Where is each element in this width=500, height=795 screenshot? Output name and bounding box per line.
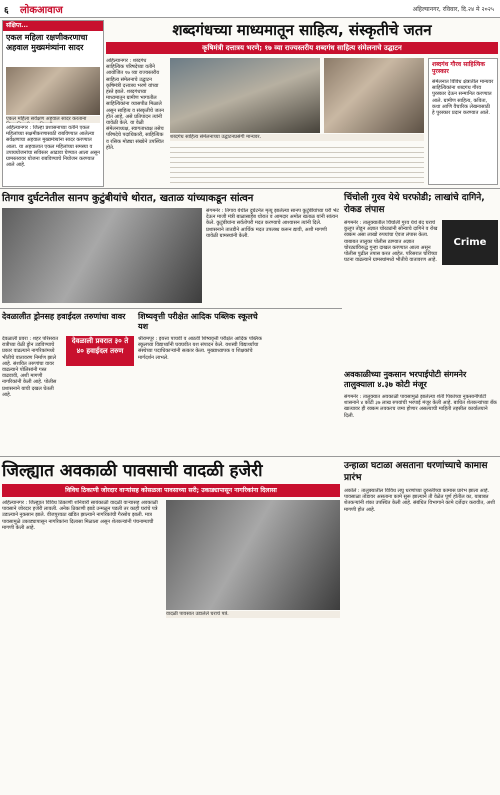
bottom-headline: जिल्ह्यात अवकाळी पावसाची वादळी हजेरी bbox=[2, 461, 263, 481]
lead-subhead: कृषिमंत्री दत्तात्रय भरणे; १७ व्या राज्यस्तरीय शब्दगंध साहित्य संमेलनाचे उद्घाटन bbox=[106, 42, 498, 54]
story-left-photo bbox=[2, 208, 202, 303]
side-bottom-story bbox=[344, 460, 498, 793]
bottom-banner: विविध ठिकाणी जोरदार वाऱ्यांसह कोसळला पावसाच्या सरी; उकाड्यापासून नागरिकांना दिलासा bbox=[2, 484, 340, 497]
page-number: ६ bbox=[4, 6, 9, 16]
story-c1 bbox=[2, 312, 134, 452]
rule bbox=[0, 456, 500, 457]
story-left-body: संगमनेर : तिगाव येथील दुर्घटनेत मृत्यू झालेल्या सानप कुटुंबीयांच्या घरी भेट देऊन माजी मंत्री बाळासाहेब थोरात व आमदार अमोल खताळ यांनी सांत्वन केले. कुटुंबीयांना सर्वतोपरी मदत करण्याचे आश्वासन त्यांनी दिले. प्रशासनाने तातडीने आर्थिक मदत उपलब्ध करून द्यावी, अशी मागणी यावेळी ग्रामस्थांनी केली. bbox=[206, 208, 339, 239]
bottom-photo bbox=[166, 500, 340, 610]
story-c2 bbox=[138, 312, 270, 452]
story-c2-headline: शिष्यवृत्ती परीक्षेत आदिक पब्लिक स्कूलचे यश bbox=[138, 312, 258, 331]
lead-side-body: संमेलनात विविध क्षेत्रातील मान्यवर साहित्यिकांना शब्दगंध गौरव पुरस्कार देऊन सन्मानित करण्यात आले. ग्रामीण साहित्य, कविता, कथा आणि वैचारिक लेखनासाठी हे पुरस्कार प्रदान करण्यात आले. bbox=[432, 79, 494, 117]
story-left-headline: तिगाव दुर्घटनेतील सानप कुटुंबीयांचे थोरात, खताळ यांच्याकडून सांत्वन bbox=[2, 193, 254, 204]
story-right-body: संगमनेर : तालुक्यातील चिंचोली गुरव येथे बंद घराचे कुलूप तोडून अज्ञात चोरट्यांनी सोन्याचे दागिने व रोख रक्कम असा लाखो रुपयांचा ऐवज लंपास केला. याबाबत तालुका पोलीस ठाण्यात अज्ञात चोरट्यांविरुद्ध गुन्हा दाखल करण्यात आला असून पोलीस पुढील तपास करत आहेत. परिसरात चोरीच्या घटना वाढल्याने ग्रामस्थांमध्ये भीतीचे वातावरण आहे. bbox=[344, 220, 438, 264]
story-c1-headline: देवळालीत ड्रोनसह हवाईदल तरुणांचा वावर bbox=[2, 312, 126, 321]
dateline: अहिल्यानगर, रविवार, दि.२४ मे २०२५ bbox=[412, 6, 494, 13]
lead-body-cont bbox=[170, 143, 424, 183]
rule bbox=[0, 188, 500, 189]
bottom-body: अहिल्यानगर : जिल्ह्यात विविध ठिकाणी शनिवारी सायंकाळी वादळी वाऱ्यासह अवकाळी पावसाने जोरदार हजेरी लावली. अनेक ठिकाणी झाडे उन्मळून पडली तर काही घरांचे पत्रे उडाल्याने नुकसान झाले. वीजपुरवठा खंडित झाल्याने नागरिकांची गैरसोय झाली. मात्र पावसामुळे उकाड्यापासून नागरिकांना दिलासा मिळाला असून शेतकऱ्यांनी पंचनाम्याची मागणी केली आहे. bbox=[2, 500, 158, 531]
brief-body: अहिल्यानगर : जिल्हा प्रशासनाच्या वतीने एकल महिलांच्या सक्षमीकरणासाठी राबविण्यात आलेल्या सर्वेक्षणाचा अहवाल मुख्यमंत्र्यांना सादर करण्यात आला. या अहवालात एकल महिलांच्या समस्या व उपाययोजनांचा सविस्तर आढावा घेण्यात आला असून ग्रामस्तरावर योजना राबविण्याचे नियोजन करण्यात आले आहे. bbox=[6, 125, 100, 169]
brief-box bbox=[2, 20, 104, 187]
lead-sidebar bbox=[428, 58, 498, 185]
crime-graphic bbox=[442, 220, 498, 265]
bottom-story bbox=[2, 460, 340, 793]
lead-story bbox=[106, 20, 498, 185]
story-c3-body: संगमनेर : तालुक्यात अवकाळी पावसामुळे झालेल्या शेती पिकांच्या नुकसानीपोटी शासनाने ४ कोटी ३७ लाख रुपयांची भरपाई मंजूर केली आहे. बाधित शेतकऱ्यांच्या बँक खात्यावर ही रक्कम लवकरच जमा होणार असल्याची माहिती तहसील कार्यालयाने दिली. bbox=[344, 394, 497, 419]
lead-photo-2 bbox=[324, 58, 424, 133]
masthead bbox=[0, 0, 500, 18]
story-c3 bbox=[274, 312, 498, 452]
bottom-photo-caption: वादळी पावसात उडालेले घराचे पत्रे. bbox=[166, 611, 340, 618]
story-c1-body: देवळाली प्रवरा : शहर परिसरात रात्रीच्या वेळी ड्रोन उडविण्याचे प्रकार वाढल्याने नागरिकांमध्ये भीतीचे वातावरण निर्माण झाले आहे. संशयित तरुणांचा वावर वाढल्याने पोलिसांनी गस्त वाढवावी, अशी मागणी नागरिकांनी केली आहे. पोलीस प्रशासनाने याची दखल घेतली आहे. bbox=[2, 336, 59, 398]
lead-headline: शब्दगंधच्या माध्यमातून साहित्य, संस्कृतीचे जतन bbox=[172, 21, 432, 39]
lead-body: अहिल्यानगर : शब्दगंध साहित्यिक परिषदेच्या वतीने आयोजित १७ व्या राज्यस्तरीय साहित्य संमेलनाचे उद्घाटन कृषिमंत्री दत्तात्रय भरणे यांच्या हस्ते झाले. शब्दगंधच्या माध्यमातून ग्रामीण भागातील साहित्यिकांना व्यासपीठ मिळाले असून साहित्य व संस्कृतीचे जतन होत आहे, असे प्रतिपादन त्यांनी यावेळी केले. या वेळी संमेलनाध्यक्ष, स्वागताध्यक्ष तसेच परिषदेचे पदाधिकारी, साहित्यिक व रसिक मोठ्या संख्येने उपस्थित होते. bbox=[106, 58, 164, 151]
story-c1-subhead: देवळाली प्रवरात ३० ते ४० हवाईदल तरुण bbox=[66, 336, 134, 366]
lead-photo bbox=[170, 58, 320, 133]
side-bottom-headline: उन्हाळा घटाळा असताना धरणांच्याचे कामास प्रारंभ bbox=[344, 461, 488, 483]
story-c2-body: श्रीरामपूर : इयत्ता पाचवी व आठवी शिष्यवृत्ती परीक्षेत आदिक पब्लिक स्कूलच्या विद्यार्थ्यांनी घवघवीत यश संपादन केले. यशस्वी विद्यार्थ्यांचा संस्थेच्या पदाधिकाऱ्यांनी सत्कार केला. मुख्याध्यापक व शिक्षकांचे मार्गदर्शन लाभले. bbox=[138, 336, 262, 361]
lead-photo-caption: शब्दगंध साहित्य संमेलनाच्या उद्घाटनप्रसंगी मान्यवर. bbox=[170, 134, 424, 141]
story-right-headline: चिंचोली गुरव येथे घरफोडी; लाखांचे दागिने, रोकड लंपास bbox=[344, 193, 485, 215]
brand-logo: लोकआवाज bbox=[20, 5, 63, 16]
crime-label: Crime bbox=[453, 237, 487, 248]
brief-label: संक्षिप्त... bbox=[3, 21, 103, 31]
brief-photo-caption: एकल महिला सर्वेक्षण अहवाल सादर करताना bbox=[6, 116, 100, 123]
brief-headline: एकल महिला रक्षणीकरणाचा अहवाल मुख्यमंत्र्यांना सादर bbox=[6, 33, 88, 52]
lead-side-headline: शब्दगंध गौरव साहित्यिक पुरस्कार bbox=[432, 61, 485, 75]
brief-photo bbox=[6, 67, 100, 115]
story-c3-headline: अवकाळीच्या नुकसान भरपाईपोटी संगमनेर तालुक्याला ४.३७ कोटी मंजूर bbox=[344, 370, 467, 389]
story-left bbox=[2, 192, 340, 305]
side-bottom-body: अकोले : तालुक्यातील विविध लघु धरणांच्या दुरुस्तीच्या कामास प्रारंभ झाला आहे. पावसाळा तोंडावर असताना कामे सुरू झाल्याने ती वेळेत पूर्ण होतील का, याबाबत शेतकऱ्यांनी शंका उपस्थित केली आहे. संबंधित विभागाने कामे दर्जेदार करावीत, अशी मागणी होत आहे. bbox=[344, 488, 495, 513]
rule bbox=[0, 308, 342, 309]
